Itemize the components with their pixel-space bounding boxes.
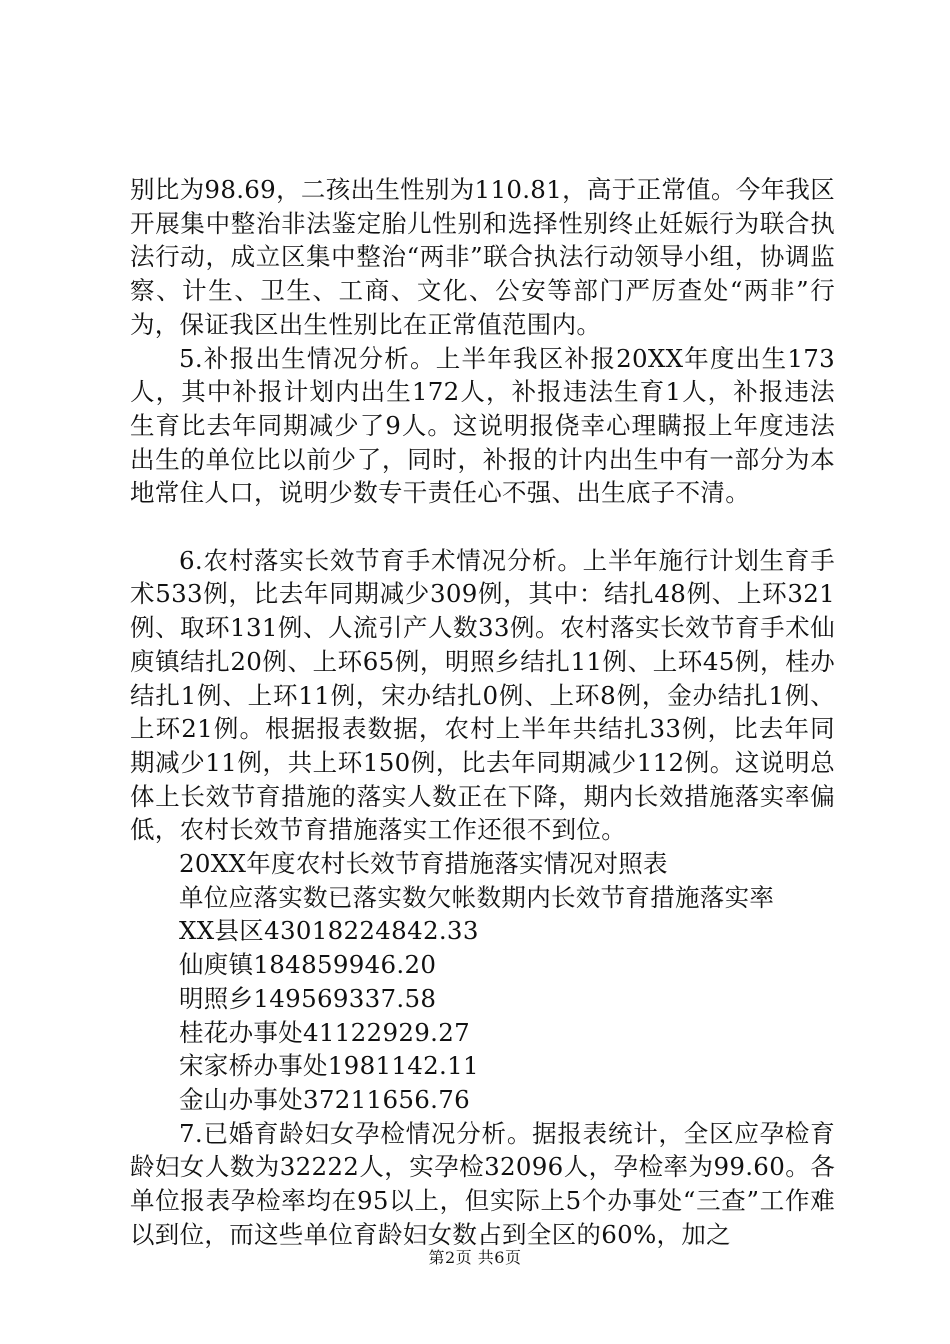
document-body: [130, 173, 835, 1251]
paragraph-contraception-surgery: 6.农村落实长效节育手术情况分析。上半年施行计划生育手术533例，比去年同期减少309例，其中：结扎48例、上环321例、取环131例、人流引产人数33例。农村落实长效节育手术仙庾镇结扎20例、上环65例，明照乡结扎11例、上环45例，桂办结扎1例、上环11例，宋办结扎0例、上环8例，金办结扎1例、上环21例。根据报表数据，农村上半年共结扎33例，比去年同期减少11例，共上环150例，比去年同期减少112例。这说明总体上长效节育措施的落实人数正在下降，期内长效措施落实率偏低，农村长效节育措施落实工作还很不到位。: [130, 545, 835, 845]
table-header: 单位应落实数已落实数欠帐数期内长效节育措施落实率: [179, 882, 775, 912]
table-row: 明照乡149569337.58: [179, 983, 437, 1013]
table-row: 仙庾镇184859946.20: [179, 950, 437, 980]
paragraph-supplementary-births: 5.补报出生情况分析。上半年我区补报20XX年度出生173人，其中补报计划内出生172人，补报违法生育1人，补报违法生育比去年同期减少了9人。这说明报侥幸心理瞒报上年度违法出生的单位比以前少了，同时，补报的计内出生中有一部分为本地常住人口，说明少数专干责任心不强、出生底子不清。: [130, 343, 836, 508]
table-row: XX县区43018224842.33: [179, 916, 479, 946]
table-row: 宋家桥办事处1981142.11: [179, 1051, 479, 1081]
paragraph-pregnancy-checks: 7.已婚育龄妇女孕检情况分析。据报表统计，全区应孕检育龄妇女人数为32222人，实孕检32096人，孕检率为99.60。各单位报表孕检率均在95以上，但实际上5个办事处“三查”工作难以到位，而这些单位育龄妇女数占到全区的60%，加之: [130, 1118, 835, 1249]
page-footer: 第2页 共6页: [428, 1248, 522, 1267]
paragraph-spacer: [130, 510, 835, 544]
paragraph-sex-ratio: 别比为98.69，二孩出生性别为110.81，高于正常值。今年我区开展集中整治非法鉴定胎儿性别和选择性别终止妊娠行为联合执法行动，成立区集中整治“两非”联合执法行动领导小组，协调监察、计生、卫生、工商、文化、公安等部门严厉查处“两非”行为，保证我区出生性别比在正常值范围内。: [130, 175, 835, 339]
table-row: 金山办事处37211656.76: [179, 1084, 470, 1114]
table-row: 桂花办事处41122929.27: [179, 1017, 470, 1047]
comparison-table: [130, 847, 835, 1117]
table-title: 20XX年度农村长效节育措施落实情况对照表: [179, 849, 668, 879]
